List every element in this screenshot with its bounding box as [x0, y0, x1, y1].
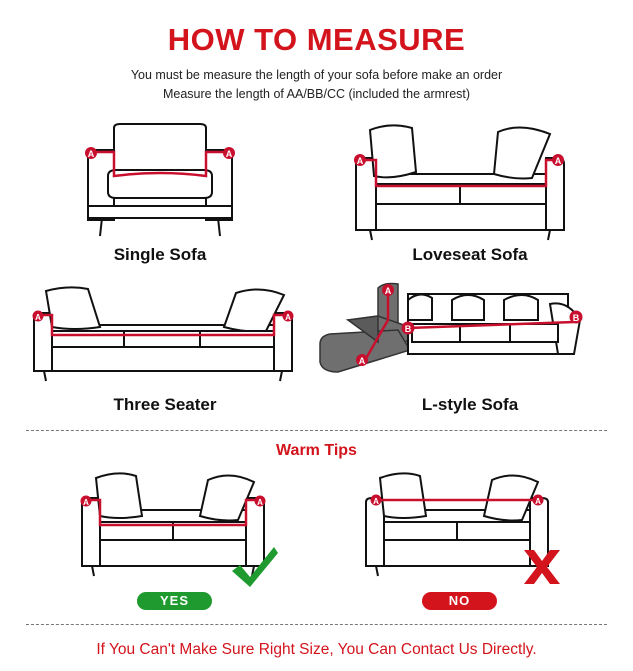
- marker-a: [354, 154, 366, 166]
- page-title: HOW TO MEASURE: [167, 22, 466, 57]
- loveseat-sofa-label: Loveseat Sofa: [412, 245, 528, 264]
- three-seater-sofa-illustration: [28, 285, 298, 385]
- marker-a: [382, 284, 394, 296]
- svg-text:A: A: [356, 156, 364, 166]
- svg-text:A: A: [554, 156, 562, 166]
- svg-text:A: A: [285, 313, 291, 322]
- contact-note: If You Can't Make Sure Right Size, You Can Contact Us Directly.: [96, 641, 537, 658]
- no-badge: NO: [422, 592, 497, 610]
- marker-a: [552, 154, 564, 166]
- svg-text:A: A: [373, 497, 379, 506]
- divider: [26, 430, 607, 431]
- svg-text:A: A: [535, 497, 541, 506]
- three-seater-label: Three Seater: [113, 395, 217, 414]
- l-style-sofa-label: L-style Sofa: [421, 395, 519, 414]
- yes-badge: YES: [137, 592, 212, 610]
- svg-text:A: A: [87, 149, 95, 159]
- svg-text:A: A: [384, 286, 392, 296]
- marker-a: [85, 147, 97, 159]
- svg-text:B: B: [404, 324, 412, 334]
- subtitle-line-2: Measure the length of AA/BB/CC (included the armrest): [162, 87, 471, 101]
- divider: [26, 624, 607, 625]
- checkmark-icon: [230, 545, 280, 590]
- svg-text:A: A: [35, 313, 41, 322]
- single-sofa-label: Single Sofa: [113, 245, 207, 264]
- marker-b: [570, 311, 583, 324]
- subtitle-line-1: You must be measure the length of your sofa before make an order: [130, 68, 503, 82]
- cross-icon: [522, 548, 562, 586]
- l-style-sofa-illustration: [318, 280, 588, 380]
- loveseat-sofa-illustration: [350, 122, 570, 247]
- marker-a: [356, 354, 368, 366]
- marker-a: [223, 147, 235, 159]
- svg-text:B: B: [572, 313, 580, 323]
- warm-tips-heading: Warm Tips: [276, 442, 357, 459]
- svg-text:A: A: [257, 498, 263, 507]
- svg-text:A: A: [358, 356, 366, 366]
- single-sofa-illustration: [80, 120, 240, 240]
- marker-b: [402, 322, 415, 335]
- svg-text:A: A: [83, 498, 89, 507]
- svg-text:A: A: [225, 149, 233, 159]
